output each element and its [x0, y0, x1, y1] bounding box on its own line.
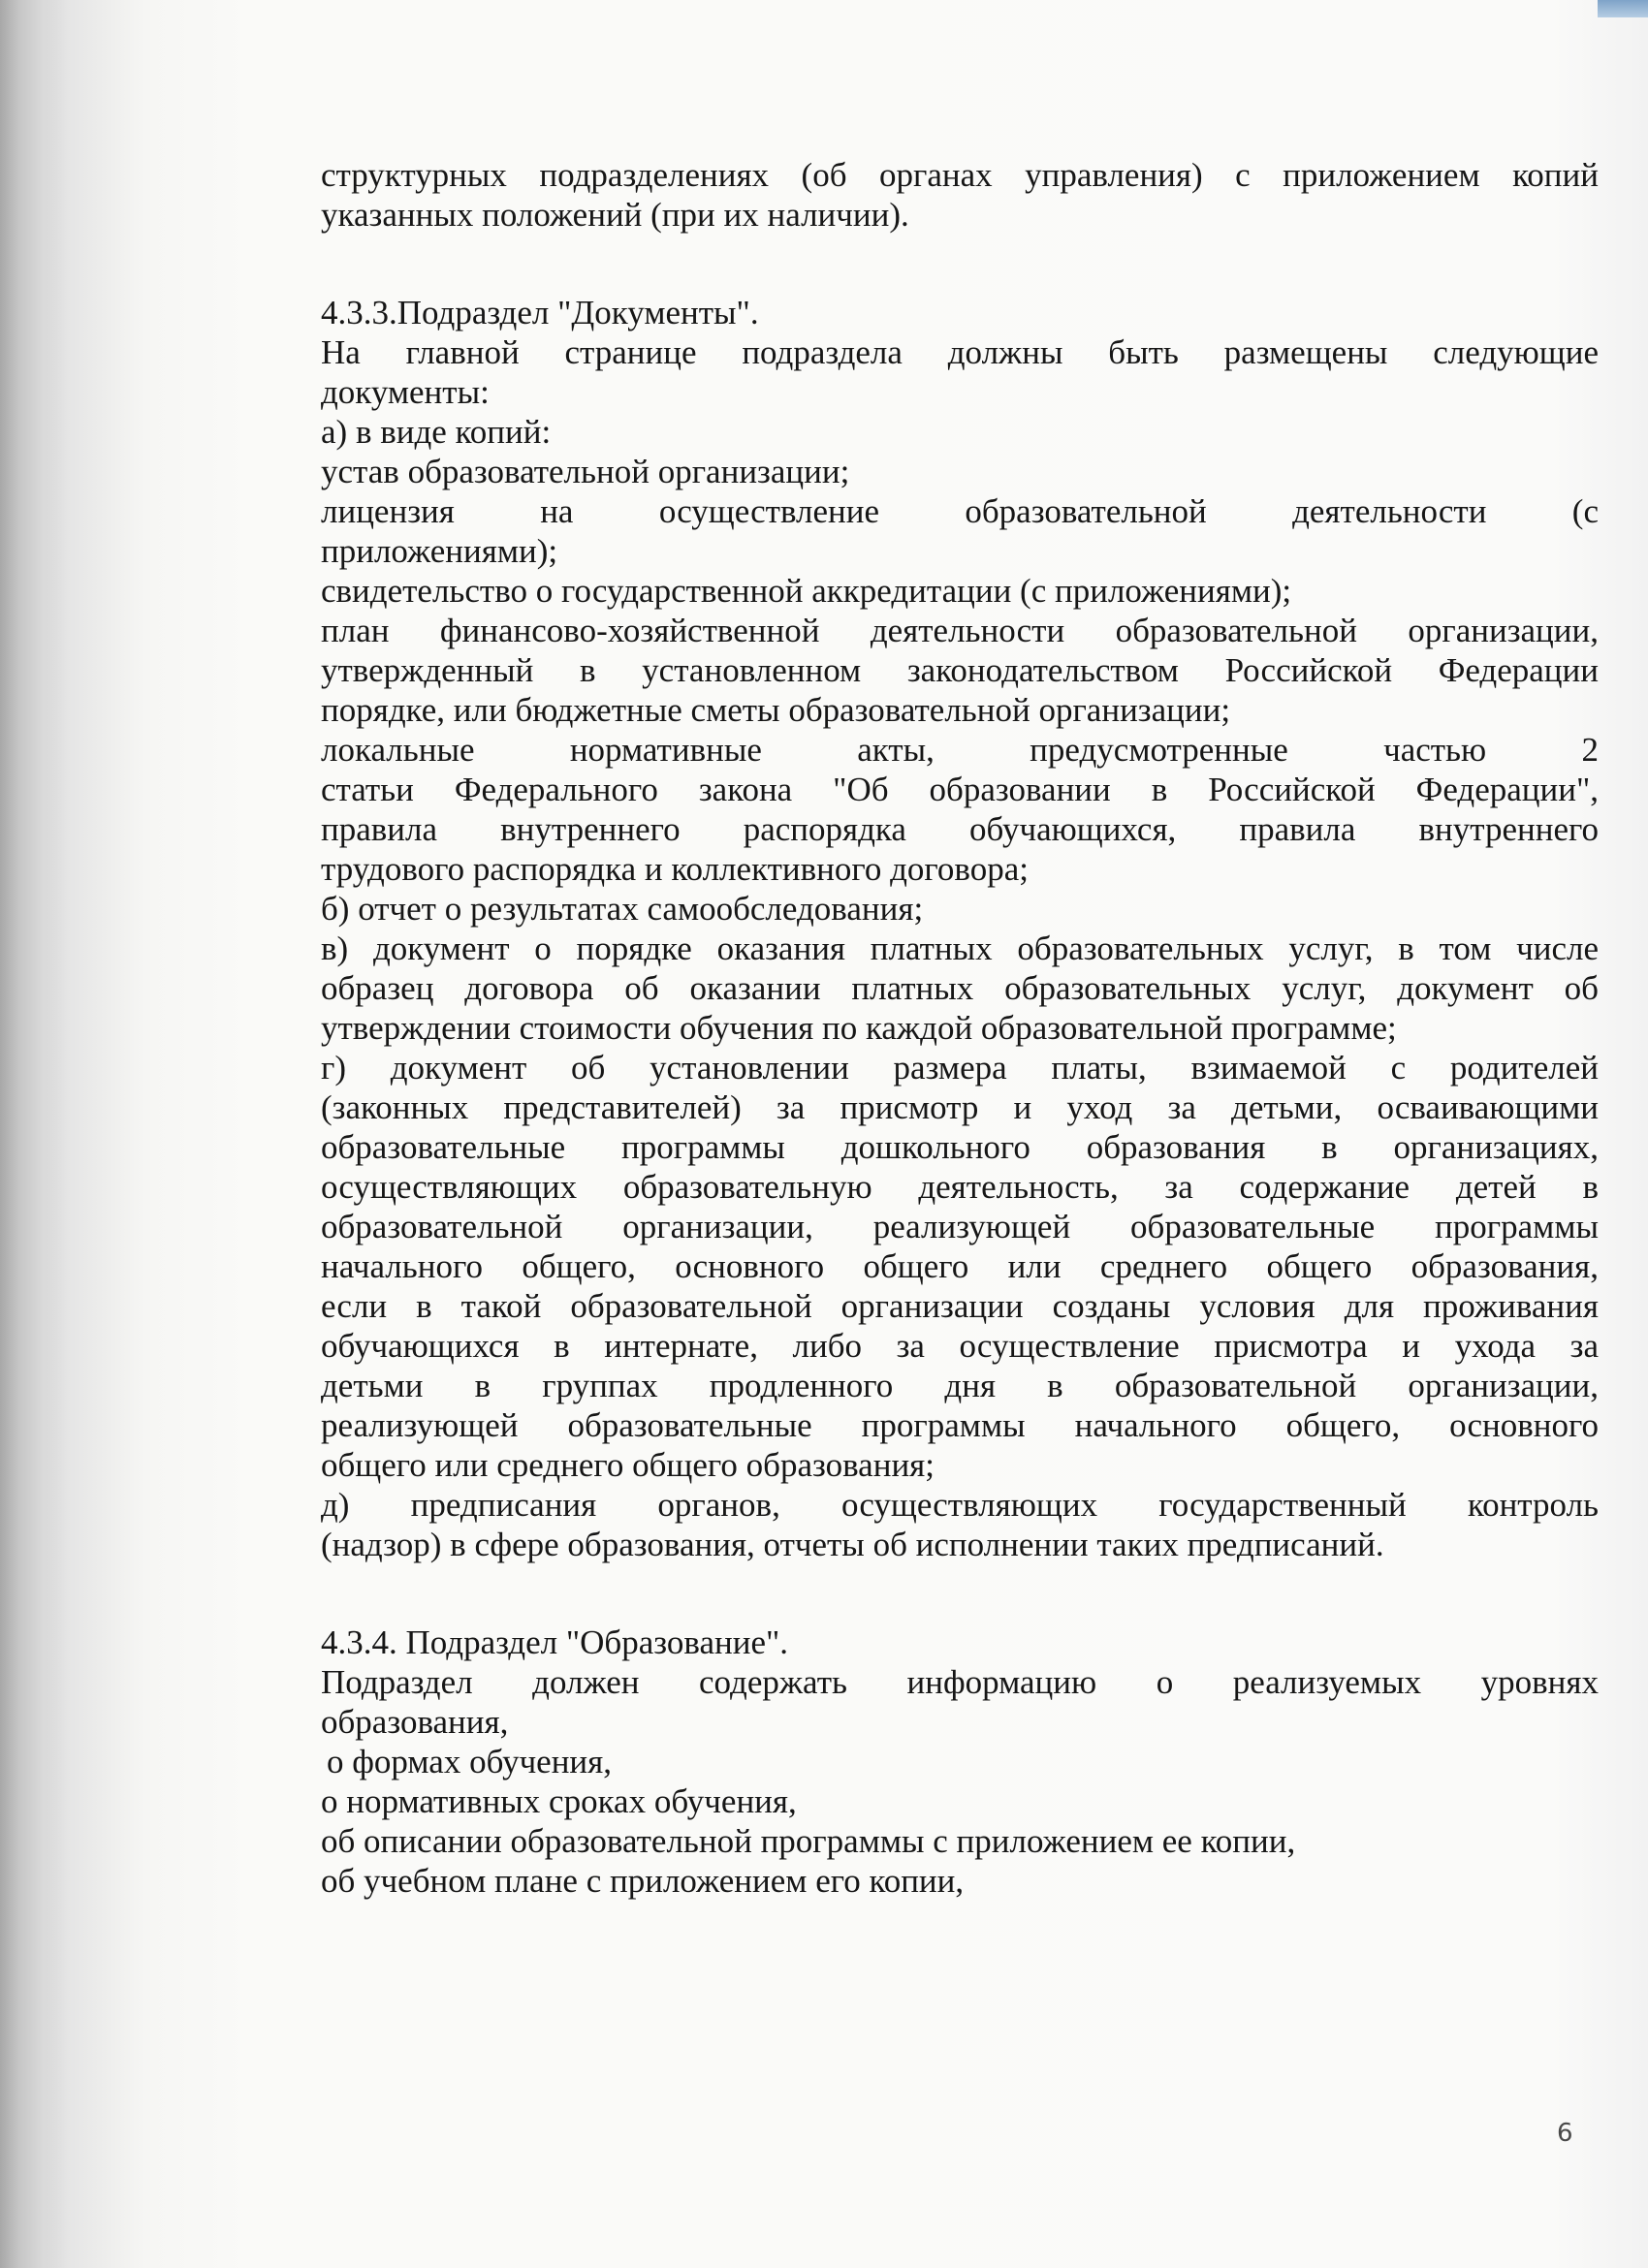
text-line: о нормативных сроках обучения, — [321, 1782, 797, 1820]
scan-corner-mark — [1598, 0, 1648, 17]
text-line: если в такой образовательной организации созданы условия для проживания — [321, 1287, 1599, 1325]
text-line: статьи Федерального закона "Об образовании в Российской Федерации", — [321, 771, 1599, 808]
text-line: обучающихся в интернате, либо за осуществление присмотра и ухода за — [321, 1327, 1599, 1365]
text-line: детьми в группах продленного дня в образовательной организации, — [321, 1367, 1599, 1404]
text-line: начального общего, основного общего или среднего общего образования, — [321, 1247, 1599, 1285]
text-line: порядке, или бюджетные сметы образовательной организации; — [321, 691, 1231, 729]
spacer — [321, 1564, 1599, 1622]
page-number: 6 — [1557, 2119, 1573, 2148]
text-line: лицензия на осуществление образовательной деятельности (с — [321, 492, 1599, 530]
text-line: план финансово-хозяйственной деятельности образовательной организации, — [321, 612, 1599, 649]
text-line: локальные нормативные акты, предусмотренные частью 2 — [321, 731, 1599, 769]
text-line: На главной странице подраздела должны быть размещены следующие — [321, 333, 1599, 371]
text-line: образования, — [321, 1703, 509, 1741]
text-line: об описании образовательной программы с приложением ее копии, — [321, 1822, 1296, 1860]
list-item-d: д) предписания органов, осуществляющих государственный контроль — [321, 1486, 1599, 1524]
text-line: указанных положений (при их наличии). — [321, 196, 909, 234]
text-line: утвержденный в установленном законодательством Российской Федерации — [321, 651, 1599, 689]
text-line: утверждении стоимости обучения по каждой образовательной программе; — [321, 1009, 1397, 1047]
text-line: (надзор) в сфере образования, отчеты об исполнении таких предписаний. — [321, 1526, 1384, 1563]
section-heading-4-3-3: 4.3.3.Подраздел "Документы". — [321, 294, 759, 331]
text-line: структурных подразделениях (об органах управления) с приложением копий — [321, 156, 1599, 194]
text-line: образец договора об оказании платных образовательных услуг, документ об — [321, 969, 1599, 1007]
spacer — [321, 235, 1599, 293]
section-heading-4-3-4: 4.3.4. Подраздел "Образование". — [321, 1623, 789, 1661]
text-line: трудового распорядка и коллективного договора; — [321, 850, 1029, 888]
text-line: образовательные программы дошкольного образования в организациях, — [321, 1128, 1599, 1166]
list-item-v: в) документ о порядке оказания платных образовательных услуг, в том числе — [321, 929, 1599, 967]
list-item-a: а) в виде копий: — [321, 413, 552, 451]
list-item-g: г) документ об установлении размера платы, взимаемой с родителей — [321, 1049, 1599, 1087]
binding-shadow — [0, 0, 68, 2268]
text-line: правила внутреннего распорядка обучающихся, правила внутреннего — [321, 810, 1599, 848]
text-line: реализующей образовательные программы начального общего, основного — [321, 1406, 1599, 1444]
text-line: о формах обучения, — [327, 1743, 613, 1780]
text-line: об учебном плане с приложением его копии, — [321, 1862, 965, 1900]
list-item-b: б) отчет о результатах самообследования; — [321, 890, 924, 928]
text-line: осуществляющих образовательную деятельность, за содержание детей в — [321, 1168, 1599, 1206]
text-line: Подраздел должен содержать информацию о реализуемых уровнях — [321, 1663, 1599, 1701]
text-line: свидетельство о государственной аккредитации (с приложениями); — [321, 572, 1292, 610]
text-line: приложениями); — [321, 532, 558, 570]
document-body — [321, 155, 1599, 1901]
text-line: (законных представителей) за присмотр и уход за детьми, осваивающими — [321, 1088, 1599, 1126]
text-line: документы: — [321, 373, 490, 411]
text-line: устав образовательной организации; — [321, 453, 850, 490]
text-line: общего или среднего общего образования; — [321, 1446, 935, 1484]
text-line: образовательной организации, реализующей образовательные программы — [321, 1208, 1599, 1245]
